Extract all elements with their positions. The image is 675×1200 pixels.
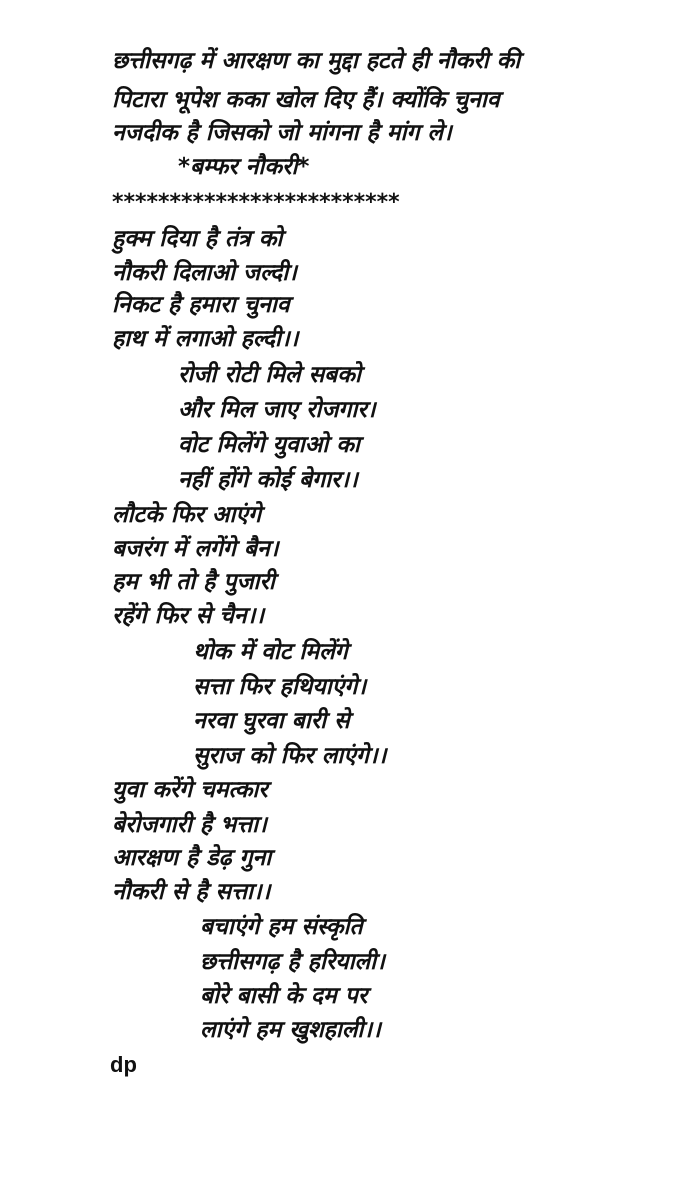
verse-line: युवा करेंगे चमत्कार [112, 777, 268, 803]
star-divider: ************************* [112, 190, 400, 215]
verse-line: निकट है हमारा चुनाव [112, 292, 290, 318]
verse-line: लौटके फिर आएंगे [112, 502, 262, 528]
verse-line: रोजी रोटी मिले सबको [178, 362, 361, 388]
verse-line: नौकरी दिलाओ जल्दी। [112, 260, 297, 286]
verse-line: नरवा घुरवा बारी से [193, 708, 350, 734]
verse-line: नौकरी से है सत्ता।। [112, 879, 271, 905]
intro-line: छत्तीसगढ़ में आरक्षण का मुद्दा हटते ही नौकरी की [112, 48, 521, 74]
verse-line: छत्तीसगढ़ है हरियाली। [200, 949, 385, 975]
verse-line: वोट मिलेंगे युवाओ का [178, 432, 360, 458]
verse-line: आरक्षण है डेढ़ गुना [112, 845, 272, 871]
verse-line: बचाएंगे हम संस्कृति [200, 914, 363, 940]
verse-line: नहीं होंगे कोई बेगार।। [178, 467, 358, 493]
verse-line: बजरंग में लगेंगे बैन। [112, 536, 279, 562]
verse-line: बोरे बासी के दम पर [200, 983, 368, 1009]
verse-line: हुक्म दिया है तंत्र को [112, 226, 283, 252]
poem-title: *बम्फर नौकरी* [178, 154, 310, 180]
verse-line: हम भी तो है पुजारी [112, 569, 275, 595]
verse-line: सत्ता फिर हथियाएंगे। [193, 674, 367, 700]
verse-line: थोक में वोट मिलेंगे [193, 639, 348, 665]
verse-line: हाथ में लगाओ हल्दी।। [112, 326, 299, 352]
verse-line: बेरोजगारी है भत्ता। [112, 812, 267, 838]
verse-line: सुराज को फिर लाएंगे।। [193, 743, 387, 769]
verse-line: और मिल जाए रोजगार। [178, 397, 376, 423]
verse-line: लाएंगे हम खुशहाली।। [200, 1017, 381, 1043]
intro-line: नजदीक है जिसको जो मांगना है मांग ले। [112, 120, 452, 146]
verse-line: रहेंगे फिर से चैन।। [112, 603, 265, 629]
signature: dp [110, 1052, 137, 1077]
intro-line: पिटारा भूपेश कका खोल दिए हैं। क्योंकि चुनाव [112, 87, 500, 113]
